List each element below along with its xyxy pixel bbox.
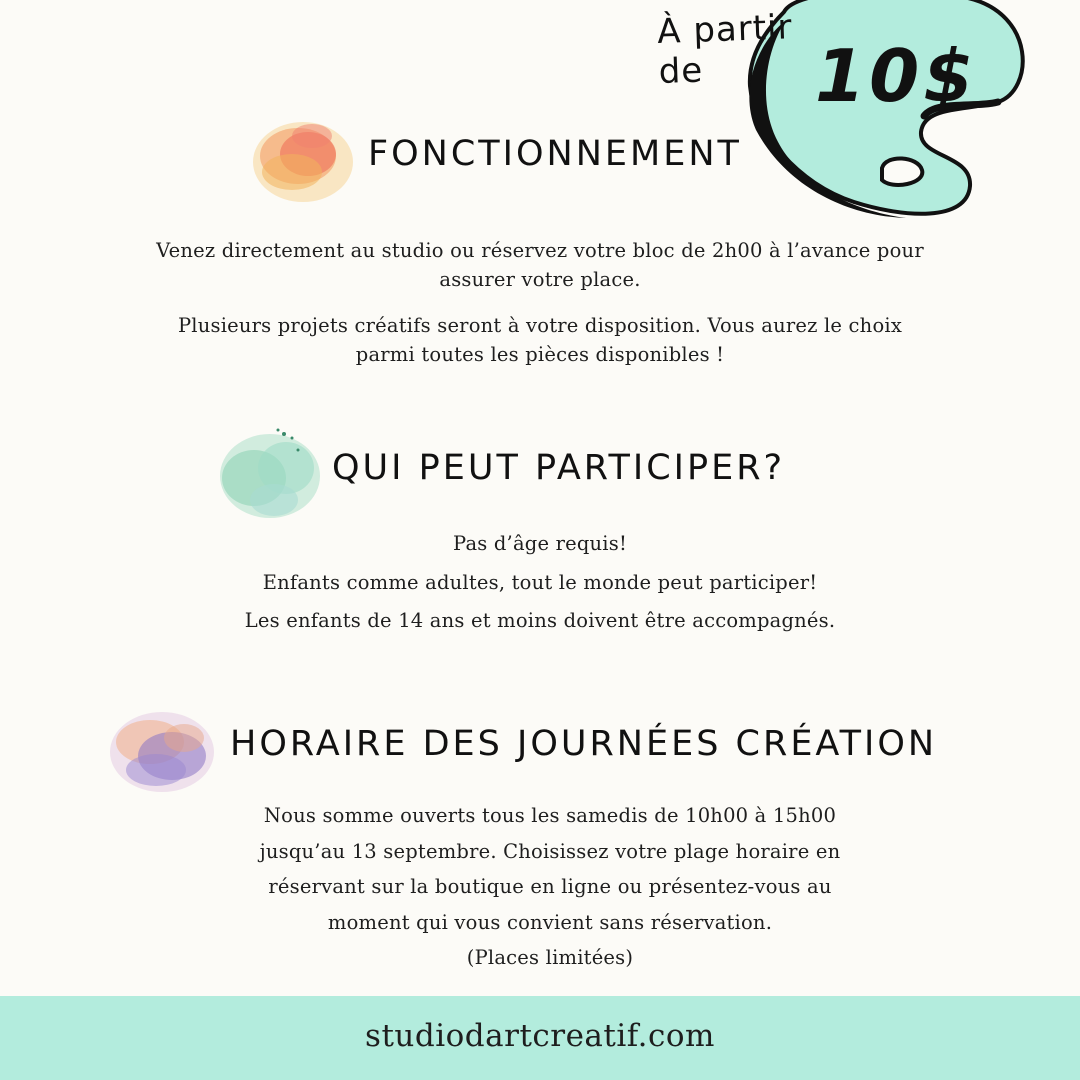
section-title-horaire: HORAIRE DES JOURNÉES CRÉATION xyxy=(230,724,938,764)
watercolor-blot-orange-icon xyxy=(248,114,358,210)
participer-line: Les enfants de 14 ans et moins doivent être accompagnés. xyxy=(244,609,836,632)
fonctionnement-paragraph-2: Plusieurs projets créatifs seront à votre disposition. Vous aurez le choix parmi toutes les pièces disponibles ! xyxy=(177,314,903,366)
watercolor-blot-green-icon xyxy=(214,420,326,526)
website-link[interactable]: studiodartcreatif.com xyxy=(365,1018,715,1054)
horaire-line: jusqu’au 13 septembre. Choisissez votre plage horaire en xyxy=(259,839,841,863)
price-prefix: À partir de xyxy=(656,7,794,92)
horaire-text xyxy=(170,798,930,976)
horaire-line: Nous somme ouverts tous les samedis de 10h00 à 15h00 xyxy=(263,804,837,827)
watercolor-blot-purple-icon xyxy=(106,704,218,800)
section-title-fonctionnement: FONCTIONNEMENT xyxy=(368,134,742,174)
participer-line: Pas d’âge requis! xyxy=(453,532,627,555)
participer-line: Enfants comme adultes, tout le monde peut participer! xyxy=(262,570,818,594)
horaire-line: réservant sur la boutique en ligne ou présentez-vous au xyxy=(268,875,832,898)
participer-text xyxy=(150,525,930,641)
fonctionnement-paragraph-1: Venez directement au studio ou réservez votre bloc de 2h00 à l’avance pour assurer votre place. xyxy=(156,239,924,291)
horaire-line: moment qui vous convient sans réservation. xyxy=(327,910,773,934)
price-amount: 10$ xyxy=(815,34,978,118)
section-title-qui-peut-participer: QUI PEUT PARTICIPER? xyxy=(332,448,786,488)
horaire-line: (Places limitées) xyxy=(466,946,634,969)
